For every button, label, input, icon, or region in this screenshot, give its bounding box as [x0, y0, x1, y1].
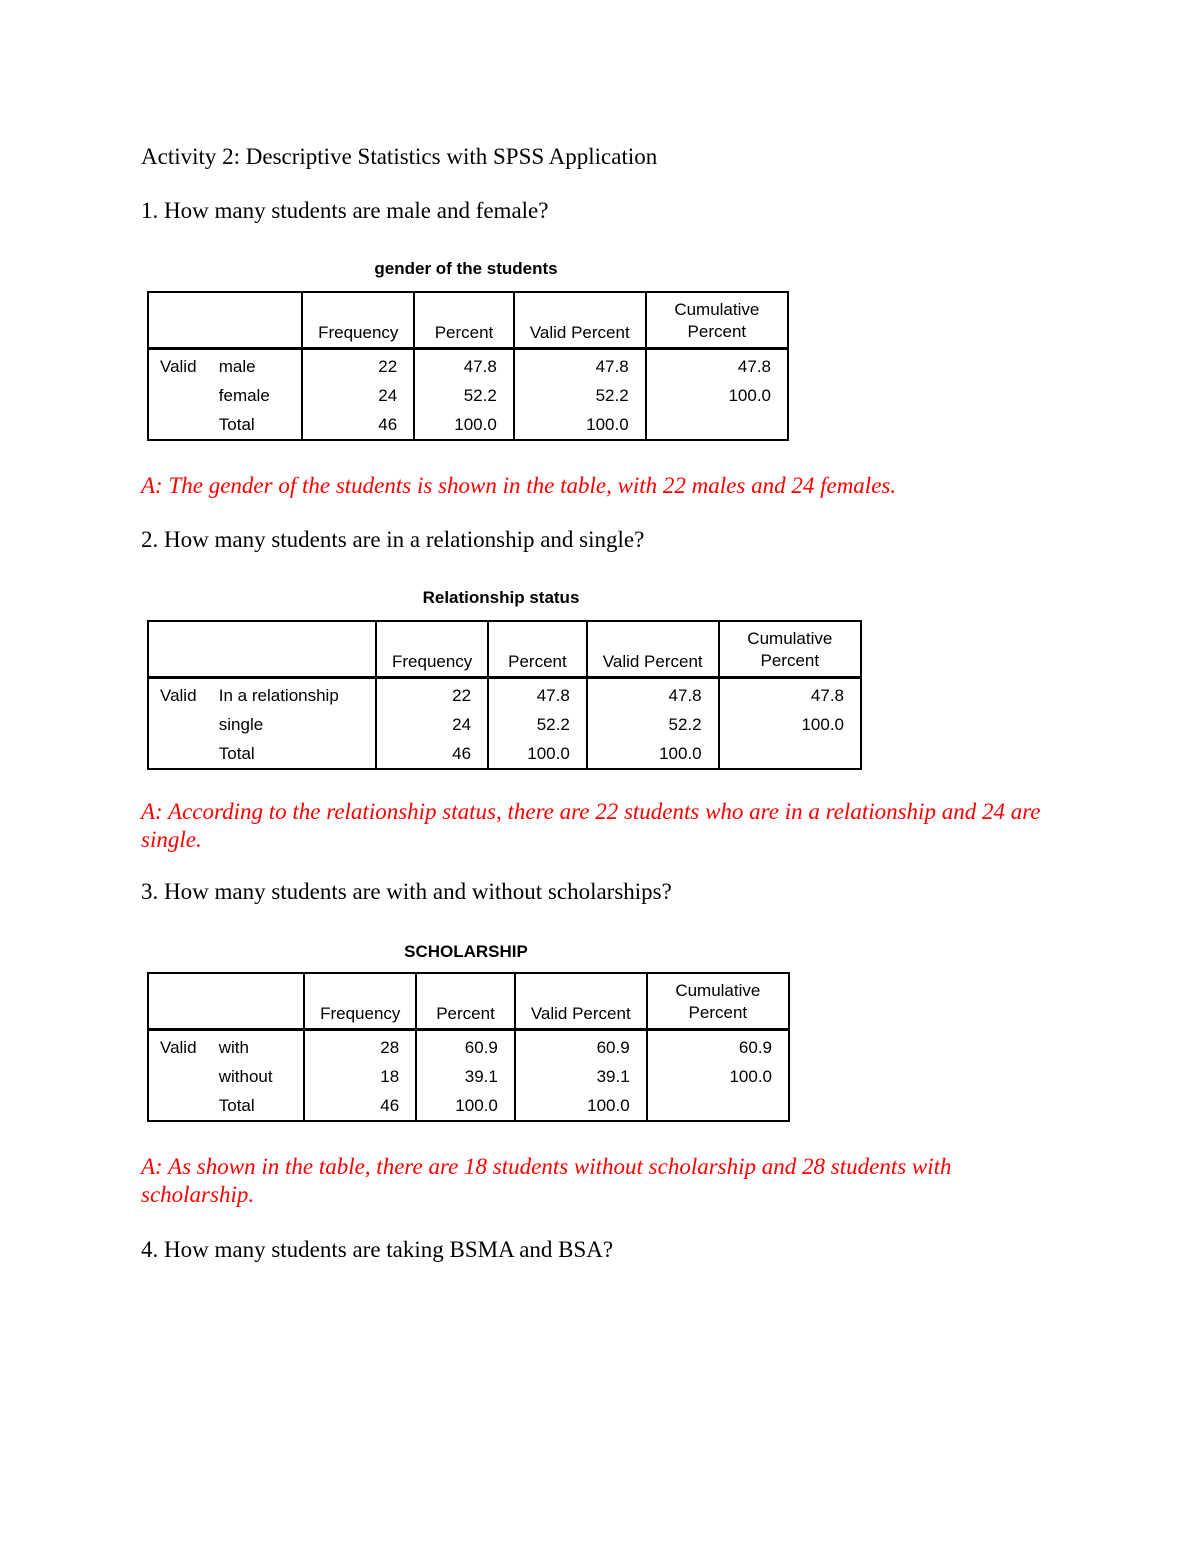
row-group-label: Valid: [160, 685, 197, 705]
table-title-gender: gender of the students: [374, 259, 558, 278]
cell-valid-percent: 100.0: [514, 410, 646, 440]
table-row: [148, 410, 788, 440]
cell-percent: 39.1: [416, 1062, 515, 1091]
table-row: [148, 710, 861, 739]
answer-2: A: According to the relationship status, there are 22 students who are in a relationship and 24 are single.: [141, 799, 1041, 852]
cell-cumulative: 100.0: [719, 710, 861, 739]
cell-frequency: 24: [376, 710, 488, 739]
table-row: [148, 739, 861, 769]
row-label: female: [218, 385, 270, 405]
cell-cumulative: 47.8: [646, 349, 788, 382]
cell-frequency: 22: [302, 349, 414, 382]
cell-cumulative: [646, 410, 788, 440]
cell-valid-percent: 39.1: [515, 1062, 647, 1091]
header-valid-percent: Valid Percent: [587, 621, 719, 678]
cell-percent: 52.2: [488, 710, 587, 739]
cell-frequency: 24: [302, 381, 414, 410]
table-row: [148, 1091, 789, 1121]
table-title-relationship: Relationship status: [422, 588, 580, 607]
header-percent: Percent: [416, 973, 515, 1030]
cell-percent: 100.0: [416, 1091, 515, 1121]
cell-valid-percent: 52.2: [514, 381, 646, 410]
answer-3: A: As shown in the table, there are 18 students without scholarship and 28 students with scholarship.: [141, 1154, 952, 1207]
row-label: In a relationship: [218, 685, 339, 705]
row-label: Total: [218, 1095, 255, 1115]
answer-1: A: The gender of the students is shown in the table, with 22 males and 24 females.: [141, 473, 897, 498]
question-3: 3. How many students are with and without scholarships?: [141, 879, 672, 904]
cell-frequency: 18: [304, 1062, 416, 1091]
cell-valid-percent: 100.0: [515, 1091, 647, 1121]
table-row: [148, 349, 788, 382]
cell-cumulative: [719, 739, 861, 769]
cell-valid-percent: 100.0: [587, 739, 719, 769]
question-1: 1. How many students are male and female?: [141, 198, 549, 223]
header-frequency: Frequency: [302, 292, 414, 349]
row-label: Total: [218, 414, 255, 434]
cell-frequency: 28: [304, 1030, 416, 1063]
document-title: Activity 2: Descriptive Statistics with SPSS Application: [141, 144, 658, 169]
question-4: 4. How many students are taking BSMA and BSA?: [141, 1237, 614, 1262]
cell-valid-percent: 47.8: [587, 678, 719, 711]
row-label: male: [218, 356, 256, 376]
row-group-label: Valid: [160, 1037, 197, 1057]
cell-cumulative: 47.8: [719, 678, 861, 711]
cell-cumulative: 100.0: [647, 1062, 789, 1091]
header-frequency: Frequency: [376, 621, 488, 678]
table-row: [148, 381, 788, 410]
header-valid-percent: Valid Percent: [515, 973, 647, 1030]
cell-valid-percent: 60.9: [515, 1030, 647, 1063]
cell-cumulative: 60.9: [647, 1030, 789, 1063]
header-frequency: Frequency: [304, 973, 416, 1030]
header-cumulative-percent: Cumulative Percent: [647, 973, 789, 1030]
cell-percent: 47.8: [414, 349, 514, 382]
cell-percent: 60.9: [416, 1030, 515, 1063]
row-group-label: Valid: [160, 356, 197, 376]
gender-table: [147, 291, 789, 441]
question-2: 2. How many students are in a relationship and single?: [141, 527, 645, 552]
table-title-scholarship: SCHOLARSHIP: [404, 942, 528, 961]
table-row: [148, 678, 861, 711]
cell-frequency: 46: [376, 739, 488, 769]
cell-percent: 100.0: [414, 410, 514, 440]
cell-cumulative: [647, 1091, 789, 1121]
row-label: with: [218, 1037, 249, 1057]
row-label: Total: [218, 743, 255, 763]
cell-cumulative: 100.0: [646, 381, 788, 410]
header-cumulative-percent: Cumulative Percent: [646, 292, 788, 349]
row-label: single: [218, 714, 264, 734]
cell-percent: 47.8: [488, 678, 587, 711]
header-cumulative-percent: Cumulative Percent: [719, 621, 861, 678]
cell-frequency: 46: [304, 1091, 416, 1121]
table-row: [148, 1062, 789, 1091]
cell-frequency: 46: [302, 410, 414, 440]
cell-valid-percent: 52.2: [587, 710, 719, 739]
header-percent: Percent: [488, 621, 587, 678]
relationship-table: [147, 620, 862, 770]
header-percent: Percent: [414, 292, 514, 349]
cell-percent: 52.2: [414, 381, 514, 410]
header-valid-percent: Valid Percent: [514, 292, 646, 349]
table-row: [148, 1030, 789, 1063]
cell-percent: 100.0: [488, 739, 587, 769]
cell-valid-percent: 47.8: [514, 349, 646, 382]
row-label: without: [218, 1066, 273, 1086]
cell-frequency: 22: [376, 678, 488, 711]
scholarship-table: [147, 972, 790, 1122]
